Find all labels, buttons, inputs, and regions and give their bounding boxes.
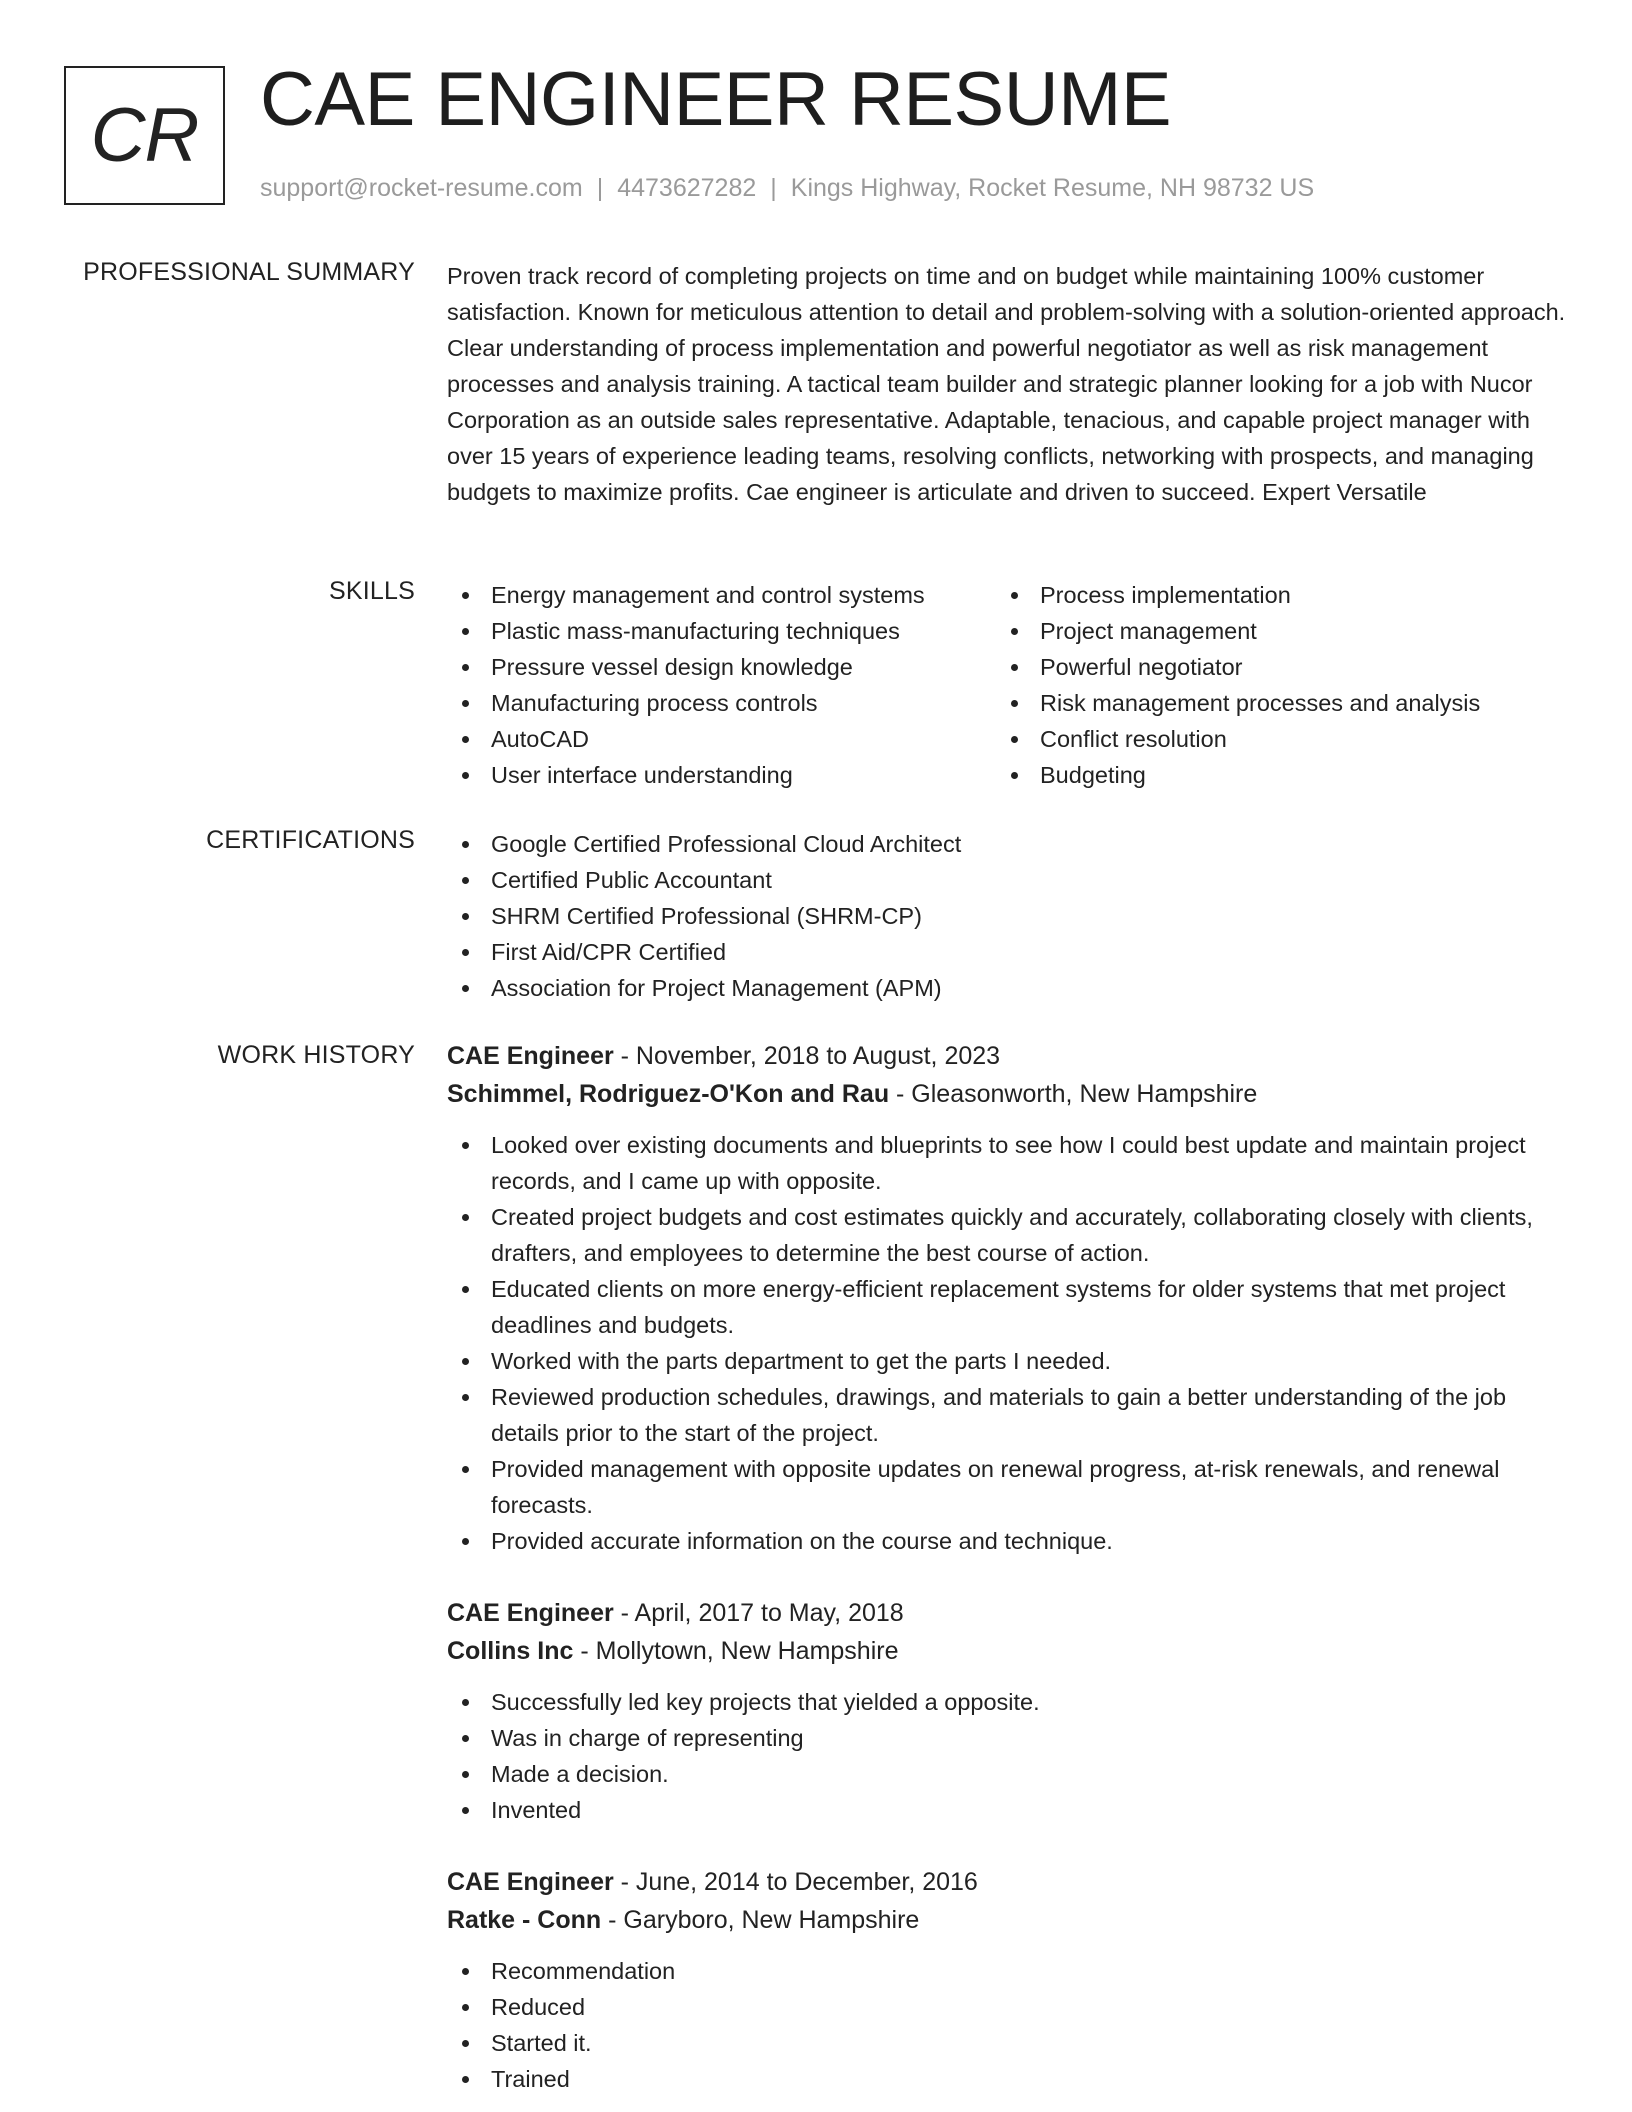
skills-list-right [996, 577, 1545, 793]
skills-heading: SKILLS [329, 577, 415, 605]
certifications-heading: CERTIFICATIONS [206, 826, 415, 854]
summary-text: Proven track record of completing projects on time and on budget while maintaining 100% customer satisfaction. Known for meticulous attention to detail and problem-solving with a solution-oriented approach. Clear understanding of process implementation and powerful negotiator as well as risk management processes and analysis training. A tactical team builder and strategic planner looking for a job with Nucor Corporation as an outside sales representative. Adaptable, tenacious, and capable project manager with over 15 years of experience leading teams, resolving conflicts, networking with prospects, and managing budgets to maximize profits. Cae engineer is articulate and driven to succeed. Expert Versatile [447, 263, 1566, 505]
job-title: CAE Engineer [447, 1042, 614, 1070]
list-item: Project management [996, 613, 1545, 649]
contact-separator: | [770, 174, 777, 202]
list-item: Trained [447, 2061, 1567, 2097]
job-company-line [447, 1632, 1567, 1670]
job-company-line [447, 1901, 1567, 1939]
list-item: Conflict resolution [996, 721, 1545, 757]
list-item: Worked with the parts department to get the parts I needed. [447, 1343, 1567, 1379]
job-bullets [447, 1684, 1567, 1828]
job-title-line [447, 1037, 1567, 1075]
list-item: Process implementation [996, 577, 1545, 613]
job-location: - Mollytown, New Hampshire [573, 1637, 899, 1665]
work-history-heading: WORK HISTORY [217, 1041, 415, 1069]
job-dates: - June, 2014 to December, 2016 [613, 1868, 978, 1896]
list-item: Made a decision. [447, 1756, 1567, 1792]
list-item: Successfully led key projects that yielded a opposite. [447, 1684, 1567, 1720]
list-item: Created project budgets and cost estimates quickly and accurately, collaborating closely with clients, drafters, and employees to determine the best course of action. [447, 1199, 1567, 1271]
job-title: CAE Engineer [447, 1868, 614, 1896]
contact-email: support@rocket-resume.com [260, 174, 583, 202]
job-dates: - April, 2017 to May, 2018 [613, 1599, 904, 1627]
list-item: SHRM Certified Professional (SHRM-CP) [447, 898, 1567, 934]
list-item: Started it. [447, 2025, 1567, 2061]
list-item: Powerful negotiator [996, 649, 1545, 685]
job-title-line [447, 1594, 1567, 1632]
resume-header [64, 57, 1564, 214]
job-bullets [447, 1953, 1567, 2097]
job-company: Schimmel, Rodriguez-O'Kon and Rau [447, 1080, 890, 1108]
job-dates: - November, 2018 to August, 2023 [613, 1042, 1001, 1070]
list-item: Manufacturing process controls [447, 685, 996, 721]
list-item: Reduced [447, 1989, 1567, 2025]
job-entry [447, 1037, 1567, 1559]
list-item: Risk management processes and analysis [996, 685, 1545, 721]
list-item: Pressure vessel design knowledge [447, 649, 996, 685]
contact-separator: | [596, 174, 604, 202]
job-company-line [447, 1075, 1567, 1113]
list-item: User interface understanding [447, 757, 996, 793]
contact-line [260, 174, 1314, 203]
list-item: Educated clients on more energy-efficient replacement systems for older systems that met project deadlines and budgets. [447, 1271, 1567, 1343]
job-entry [447, 1863, 1567, 2097]
list-item: First Aid/CPR Certified [447, 934, 1567, 970]
contact-address: Kings Highway, Rocket Resume, NH 98732 US [790, 174, 1315, 202]
list-item: Was in charge of representing [447, 1720, 1567, 1756]
job-bullets [447, 1127, 1567, 1559]
list-item: Plastic mass-manufacturing techniques [447, 613, 996, 649]
list-item: AutoCAD [447, 721, 996, 757]
job-company: Collins Inc [447, 1637, 574, 1665]
list-item: Provided management with opposite updates on renewal progress, at-risk renewals, and renewal forecasts. [447, 1451, 1567, 1523]
list-item: Recommendation [447, 1953, 1567, 1989]
list-item: Energy management and control systems [447, 577, 996, 613]
contact-phone: 4473627282 [617, 174, 757, 202]
job-title: CAE Engineer [447, 1599, 614, 1627]
page-title: CAE ENGINEER RESUME [260, 57, 1172, 142]
job-title-line [447, 1863, 1567, 1901]
list-item: Association for Project Management (APM) [447, 970, 1567, 1006]
job-company: Ratke - Conn [447, 1906, 602, 1934]
list-item: Reviewed production schedules, drawings, and materials to gain a better understanding of the job details prior to the start of the project. [447, 1379, 1567, 1451]
job-location: - Garyboro, New Hampshire [601, 1906, 920, 1934]
certifications-list [447, 826, 1567, 1006]
summary-heading: PROFESSIONAL SUMMARY [83, 258, 415, 286]
list-item: Certified Public Accountant [447, 862, 1567, 898]
monogram-logo: CR [64, 66, 225, 205]
list-item: Budgeting [996, 757, 1545, 793]
list-item: Invented [447, 1792, 1567, 1828]
job-entry [447, 1594, 1567, 1828]
list-item: Google Certified Professional Cloud Architect [447, 826, 1567, 862]
list-item: Looked over existing documents and blueprints to see how I could best update and maintain project records, and I came up with opposite. [447, 1127, 1567, 1199]
job-location: - Gleasonworth, New Hampshire [889, 1080, 1258, 1108]
skills-list-left [447, 577, 996, 793]
list-item: Provided accurate information on the course and technique. [447, 1523, 1567, 1559]
